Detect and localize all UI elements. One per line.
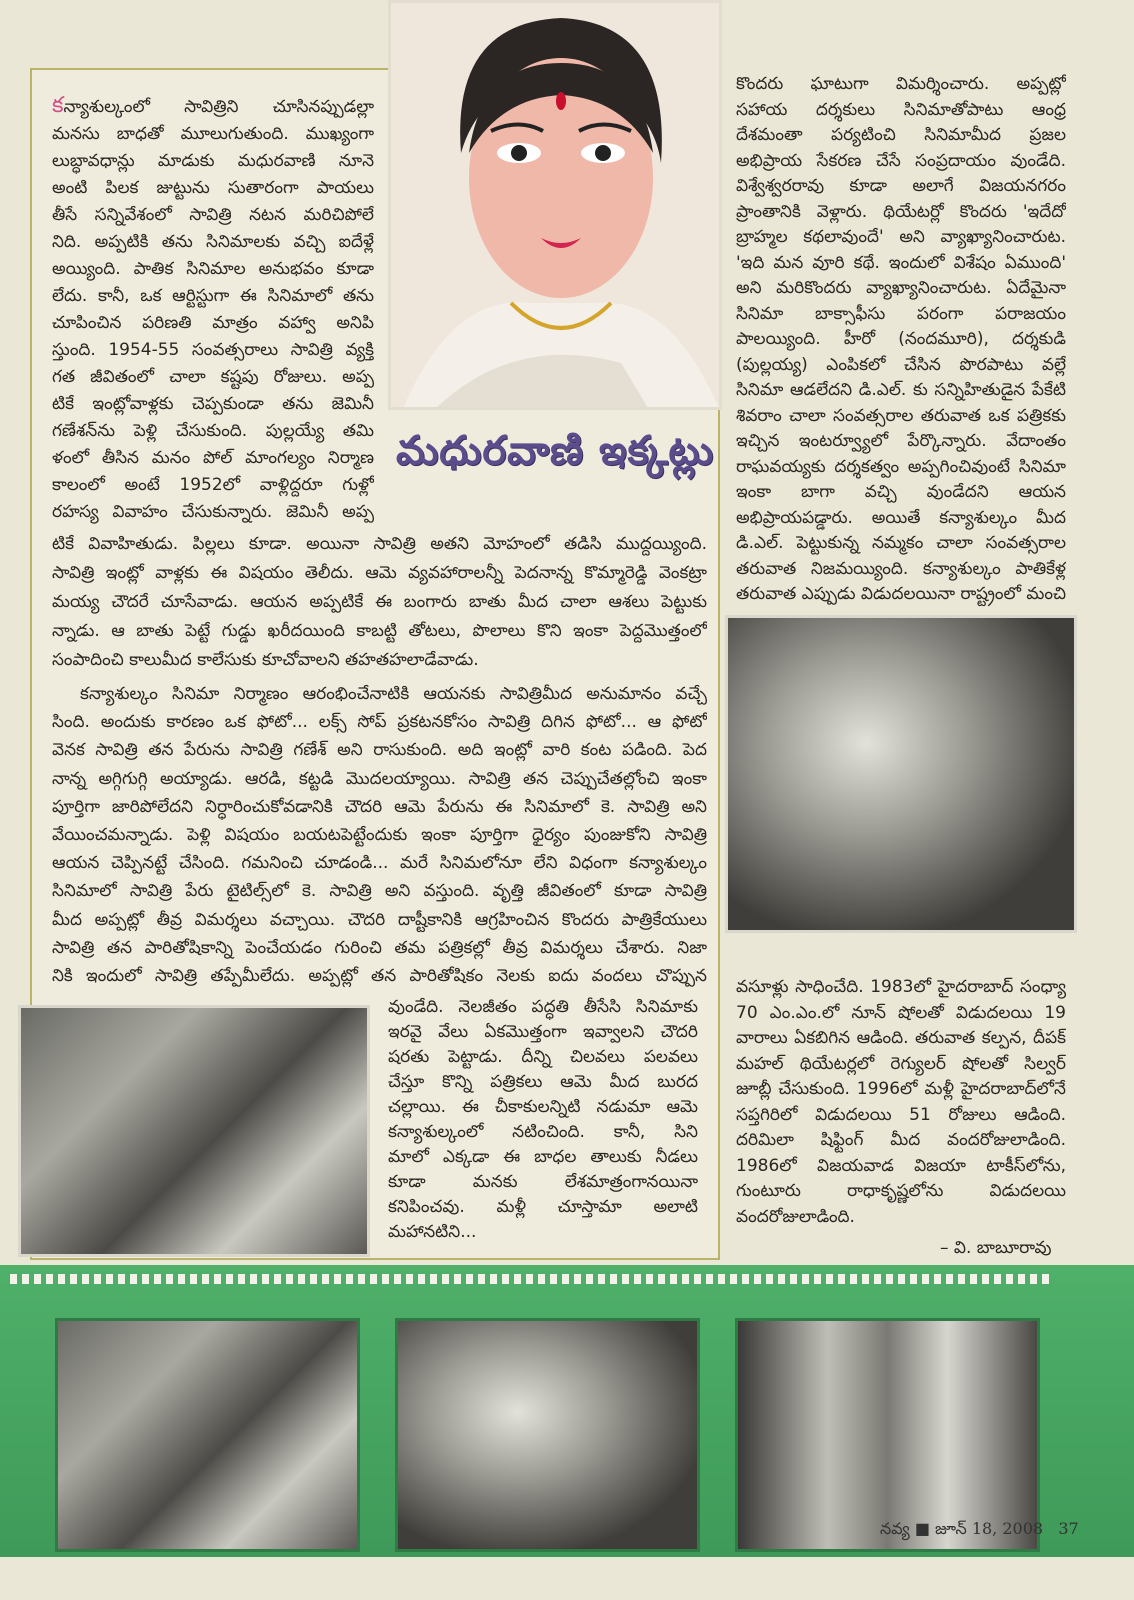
text-line bbox=[52, 92, 374, 121]
text-line: ఇంకా బాగా వచ్చి వుండేదని ఆయన bbox=[736, 482, 1066, 502]
column-mid-bottom bbox=[388, 995, 698, 1245]
text-line: మీద అప్పట్లో తీవ్ర విమర్శలు వచ్చాయి. చౌదరి దాష్టీకానికి ఆగ్రహించిన కొందరు పాత్రికేయులు bbox=[52, 909, 707, 930]
text-line: సినిమాలో సావిత్రి పేరు టైటిల్స్‌లో కె. సావిత్రి అని వస్తుంది. వృత్తి జీవితంలో కూడా సావిత్రి bbox=[52, 881, 707, 902]
text-line: షరతు పెట్టాడు. దీన్ని చిలవలు పలవలు bbox=[388, 1047, 698, 1067]
text-line: చల్లాయి. ఈ చీకాకులన్నిటి నడుమా ఆమె bbox=[388, 1097, 698, 1117]
text-line: అంటి పిలక జుట్టును సుతారంగా పాయలు bbox=[52, 178, 374, 198]
text-line: నికి ఇందులో సావిత్రి తప్పేమీలేదు. అప్పట్లో తన పారితోషికం నెలకు ఐదు వందలు చొప్పున bbox=[52, 966, 707, 987]
text-line: అయ్యింది. పాతిక సినిమాల అనుభవం కూడా bbox=[52, 259, 374, 279]
column-wide-2 bbox=[52, 680, 707, 990]
text-line: తరువాత నిజమయ్యింది. కన్యాశుల్కం పాతికేళ్ల bbox=[736, 558, 1066, 579]
drop-cap: క bbox=[52, 93, 64, 118]
article-title: మధురవాణి ఇక్కట్లు bbox=[395, 428, 715, 474]
text-line: ఇరవై వేలు ఏకమొత్తంగా ఇవ్వాలని చౌదరి bbox=[388, 1022, 698, 1042]
text-line: టికే ఇంట్లోవాళ్లకు చెప్పకుండా తను జెమినీ bbox=[52, 394, 374, 414]
text-line: స్తుంది. 1954-55 సంవత్సరాలు సావిత్రి వ్యక్తి bbox=[52, 340, 374, 360]
text-line: కన్యాశుల్కం సినిమా నిర్మాణం ఆరంభించేనాటికి ఆయనకు సావిత్రిమీద అనుమానం వచ్చే bbox=[80, 684, 707, 704]
magazine-date: నవ్య ■ జూన్ 18, 2008 bbox=[880, 1519, 1044, 1538]
text-line: ప్రాంతానికి వెళ్లారు. థియేటర్లో కొందరు 'ఇదేదో bbox=[736, 201, 1066, 222]
text-line: తీసే సన్నివేశంలో సావిత్రి నటన మరిచిపోలే bbox=[52, 205, 374, 225]
page-number: 37 bbox=[1058, 1519, 1079, 1538]
text-line: సావిత్రి తన పారితోషికాన్ని పెంచేయడం గురించి తమ పత్రికల్లో తీవ్ర విమర్శలు చేశారు. నిజా bbox=[52, 937, 707, 958]
text-line: 70 ఎం.ఎం.లో నూన్ షోలతో విడుదలయి 19 bbox=[736, 1002, 1066, 1023]
text-line: ళంలో తీసిన మనం పోల్ మాంగల్యం నిర్మాణ bbox=[52, 448, 374, 468]
text-line: సినిమా బాక్సాఫీసు పరంగా పరాజయం bbox=[736, 303, 1066, 324]
filmstrip-sprockets bbox=[10, 1274, 1050, 1284]
text-line: కన్యాశుల్కంలో నటించింది. కానీ, సిని bbox=[388, 1122, 698, 1142]
text-line: సంపాదించి కాలుమీద కాలేసుకు కూచోవాలని తహతహలాడేవాడు. bbox=[52, 650, 479, 670]
text-line: వెనక సావిత్రి తన పేరును సావిత్రి గణేశ్ అని రాసుకుంది. అది ఇంట్లో వారి కంట పడింది. పెద bbox=[52, 740, 707, 761]
footer-date bbox=[880, 1519, 1079, 1542]
text-line: మహల్ థియేటర్లలో రెగ్యులర్ షోలతో సిల్వర్ bbox=[736, 1053, 1066, 1074]
text-line: డి.ఎల్. పెట్టుకున్న నమ్మకం చాలా సంవత్సరాల bbox=[736, 533, 1066, 553]
text-line: మహానటిని... bbox=[388, 1222, 477, 1242]
text-line: శివరాం చాలా సంవత్సరాల తరువాత ఒక పత్రికకు bbox=[736, 405, 1066, 426]
text-line: తరువాత ఎప్పుడు విడుదలయినా రాష్ట్రంలో మంచి bbox=[736, 584, 1066, 604]
text-line: నాన్న అగ్గిగుగ్గి అయ్యాడు. ఆరడి, కట్టడి మొదలయ్యాయి. సావిత్రి తన చెప్పుచేతల్లోంచి ఇంకా bbox=[52, 768, 707, 789]
text-line: సినిమా ఆడలేదని డి.ఎల్. కు సన్నిహితుడైన పేకేటి bbox=[736, 380, 1066, 400]
text-line: కొందరు ఘాటుగా విమర్శించారు. అప్పట్లో bbox=[736, 74, 1066, 94]
text-line: మనసు బాధతో మూలుగుతుంది. ముఖ్యంగా bbox=[52, 124, 374, 144]
filmstrip-photo-2 bbox=[395, 1318, 700, 1552]
text-line: సింది. అందుకు కారణం ఒక ఫోటో... లక్స్ సోప్ ప్రకటనకోసం సావిత్రి దిగిన ఫోటో... ఆ ఫోటో bbox=[52, 712, 707, 733]
column-right-bottom bbox=[736, 975, 1066, 1230]
text-line: మయ్య చౌదరే చూసేవాడు. ఆయన అప్పటికే ఈ బంగారు బాతు మీద చాలా ఆశలు పెట్టుకు bbox=[52, 592, 707, 612]
text-line: ఇచ్చిన ఇంటర్వ్యూలో పేర్కొన్నారు. వేదాంతం bbox=[736, 431, 1066, 451]
column-wide-1 bbox=[52, 530, 707, 675]
text-line: లుబ్ధావధాన్లు మాడుకు మధురవాణి నూనె bbox=[52, 151, 374, 171]
text-line: 1986లో విజయవాడ విజయా టాకీస్‌లోను, bbox=[736, 1155, 1066, 1176]
text-line: పాలయ్యింది. హీరో (నందమూరి), దర్శకుడి bbox=[736, 329, 1066, 349]
text-line: రాఘవయ్యకు దర్శకత్వం అప్పగించివుంటే సినిమా bbox=[736, 456, 1066, 477]
text-line: సప్తగిరిలో విడుదలయి 51 రోజులు ఆడింది. bbox=[736, 1104, 1066, 1125]
text-line: పూర్తిగా జారిపోలేదని నిర్ధారించుకోవడానికి చౌదరి ఆమె పేరును ఈ సినిమాలో కె. సావిత్రి అని bbox=[52, 796, 707, 817]
text-line: టికే వివాహితుడు. పిల్లలు కూడా. అయినా సావిత్రి అతని మోహంలో తడిసి ముద్దయ్యింది. bbox=[52, 534, 707, 554]
text-line: ఆయన చెప్పినట్టే చేసింది. గమనించి చూడండి... మరే సినిమలోనూ లేని విధంగా కన్యాశుల్కం bbox=[52, 853, 707, 874]
text-line: (పుల్లయ్య) ఎంపికలో చేసిన పొరపాటు వల్లే bbox=[736, 354, 1066, 375]
filmstrip-photo-1 bbox=[55, 1318, 360, 1552]
text-line: బ్రాహ్మల కథలావుందే' అని వ్యాఖ్యానించారుట. bbox=[736, 227, 1066, 247]
portrait-painting bbox=[388, 0, 722, 410]
text-line: 'ఇది మన వూరి కథే. ఇందులో విశేషం ఏముంది' bbox=[736, 252, 1066, 273]
text-line-rest: న్యాశుల్కంలో సావిత్రిని చూసినప్పుడల్లా bbox=[63, 97, 374, 117]
text-line: కాలంలో అంటే 1952లో వాళ్లిద్దరూ గుళ్లో bbox=[52, 475, 374, 495]
byline: – వి. బాబూరావు bbox=[940, 1238, 1052, 1258]
text-line: కూడా మనకు లేశమాత్రంగానయినా bbox=[388, 1172, 698, 1192]
text-line: సహాయ దర్శకులు సినిమాతోపాటు ఆంధ్ర bbox=[736, 99, 1066, 120]
text-line: రహస్య వివాహం చేసుకున్నారు. జెమినీ అప్ప bbox=[52, 502, 374, 522]
text-line: చేస్తూ కొన్ని పత్రికలు ఆమె మీద బురద bbox=[388, 1072, 698, 1092]
text-line: సావిత్రి ఇంట్లో వాళ్లకు ఈ విషయం తెలీదు. ఆమె వ్యవహారాలన్నీ పెదనాన్న కొమ్మారెడ్డి వెంకట్రా bbox=[52, 563, 707, 583]
column-left bbox=[52, 92, 374, 526]
text-line: న్నాడు. ఆ బాతు పెట్టే గుడ్డు ఖరీదయింది కాబట్టి తోటలు, పొలాలు కొని ఇంకా పెద్దమొత్తంలో bbox=[52, 621, 707, 641]
portrait-face-icon bbox=[391, 3, 722, 410]
filmstrip-photo-3 bbox=[735, 1318, 1040, 1552]
text-line: అభిప్రాయ సేకరణ చేసే సంప్రదాయం వుండేది. bbox=[736, 150, 1066, 171]
text-line: దరిమిలా షిఫ్టింగ్ మీద వందరోజులాడింది. bbox=[736, 1130, 1066, 1150]
text-line: వేయించమన్నాడు. పెళ్లి విషయం బయటపెట్టేందుకు ఇంకా పూర్తిగా ధైర్యం పుంజుకోని సావిత్రి bbox=[52, 825, 707, 846]
text-line: వసూళ్లు సాధించేది. 1983లో హైదరాబాద్ సంధ్యా bbox=[736, 977, 1066, 997]
text-line: మాలో ఎక్కడా ఈ బాధల తాలుకు నీడలు bbox=[388, 1147, 698, 1167]
text-line: గణేశన్‌ను పెళ్లి చేసుకుంది. పుల్లయ్యే తమి bbox=[52, 421, 374, 441]
text-line: వందరోజులాడింది. bbox=[736, 1206, 855, 1227]
film-still-ntr-savitri bbox=[725, 615, 1077, 933]
film-still-group-scene bbox=[18, 1005, 370, 1257]
text-line: గుంటూరు రాధాకృష్ణలోను విడుదలయి bbox=[736, 1181, 1066, 1201]
text-line: అభిప్రాయపడ్డారు. అయితే కన్యాశుల్కం మీద bbox=[736, 507, 1066, 528]
text-line: వుండేది. నెలజీతం పద్ధతి తీసేసి సినిమాకు bbox=[388, 997, 698, 1017]
text-line: కనిపించవు. మళ్లీ చూస్తామా అలాటి bbox=[388, 1197, 698, 1217]
column-right-top bbox=[736, 72, 1066, 608]
text-line: గత జీవితంలో చాలా కష్టపు రోజులు. అప్ప bbox=[52, 367, 374, 387]
text-line: లేదు. కానీ, ఒక ఆర్టిస్టుగా ఈ సినిమాలో తను bbox=[52, 286, 374, 306]
text-line: జూబ్లీ చేసుకుంది. 1996లో మళ్లీ హైదరాబాద్‌లోనే bbox=[736, 1079, 1066, 1099]
text-line: దేశమంతా పర్యటించి సినిమామీద ప్రజల bbox=[736, 125, 1066, 145]
text-line: నిది. అప్పటికి తను సినిమాలకు వచ్చి ఐదేళ్లే bbox=[52, 232, 374, 252]
text-line: విశ్వేశ్వరరావు కూడా అలాగే విజయనగరం bbox=[736, 176, 1066, 196]
text-line: వారాలు ఏకబిగిన ఆడింది. తరువాత కల్పన, దీపక్ bbox=[736, 1028, 1066, 1048]
text-line: చూపించిన పరిణతి మాత్రం వహ్వా అనిపి bbox=[52, 313, 374, 333]
text-line: అని మరికొందరు వ్యాఖ్యానించారుట. ఏదేమైనా bbox=[736, 278, 1066, 298]
